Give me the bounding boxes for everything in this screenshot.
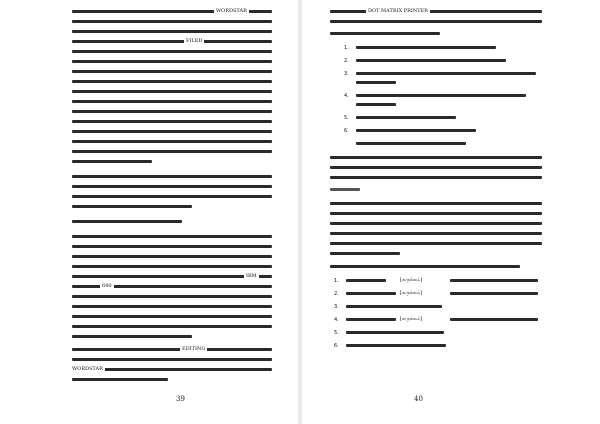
list-number: 2. [344,58,349,64]
text-line [72,150,272,153]
inline-term-wordstar-2: WORDSTAR [72,366,103,372]
text-line [72,315,272,318]
text-line [72,348,272,351]
inline-term-dot-matrix-printer: DOT MATRIX PRINTER [368,8,428,14]
text-line [330,20,542,23]
text-line [330,176,542,179]
text-line [72,358,272,361]
text-line [72,195,272,198]
text-line [330,222,542,225]
text-line [72,175,272,178]
text-line [72,120,272,123]
text-line [330,265,520,268]
list-number: 1. [344,45,349,51]
list-number: 5. [334,330,339,336]
text-line [330,232,542,235]
text-line [330,212,542,215]
text-line [72,295,272,298]
list-item-text [450,318,538,321]
text-line [330,252,400,255]
list-number: 3. [334,304,339,310]
text-line [72,185,272,188]
bracket-term: [சுருக்கம்] [400,290,423,296]
list-number: 4. [344,93,349,99]
list-number: 6. [344,128,349,134]
text-line [330,166,542,169]
list-number: 4. [334,317,339,323]
text-line [72,50,272,53]
right-page [300,0,600,424]
list-item-text [356,116,456,119]
list-item-text [346,305,442,308]
list-item-text [356,81,396,84]
text-line [330,10,542,13]
text-line [72,235,272,238]
list-item-text [356,72,536,75]
text-line [72,335,192,338]
list-item-text [356,59,506,62]
inline-term-ibm: IBM [246,273,257,279]
page-number: 40 [414,395,423,403]
list-item-text [356,129,476,132]
text-line [330,202,542,205]
text-line [72,265,272,268]
list-item-text [356,46,496,49]
text-line [72,255,272,258]
text-line [72,160,152,163]
list-item-text [450,279,538,282]
section-heading [72,220,182,223]
text-line [330,188,360,191]
inline-term-wordstar: WORDSTAR [216,8,247,14]
list-number: 6. [334,343,339,349]
inline-term-filed: FILED [186,38,203,44]
list-number: 5. [344,115,349,121]
list-item-text [356,94,526,97]
text-line [72,275,272,278]
text-line [72,70,272,73]
list-number: 3. [344,71,349,77]
list-number: 1. [334,278,339,284]
text-line [72,205,192,208]
text-line [330,156,542,159]
list-item-text [346,331,444,334]
text-line [72,90,272,93]
text-line [72,60,272,63]
list-item-text [450,292,538,295]
text-line [72,378,168,381]
inline-term-640: 640 [102,283,112,289]
bracket-term: [சுருக்கம்] [400,277,423,283]
inline-term-editing: EDITING [182,346,206,352]
list-item-text [356,103,396,106]
list-item-text [346,318,396,321]
text-line [72,80,272,83]
list-number: 2. [334,291,339,297]
text-line [72,130,272,133]
list-item-text [346,279,386,282]
text-line [72,30,272,33]
list-item-text [356,142,466,145]
text-line [72,110,272,113]
text-line [72,245,272,248]
text-line [72,325,272,328]
page-number: 39 [176,395,185,403]
list-item-text [346,292,396,295]
text-line [72,305,272,308]
text-line [72,40,272,43]
text-line [330,242,542,245]
text-line [72,20,272,23]
text-line [72,100,272,103]
list-item-text [346,344,446,347]
text-line [72,140,272,143]
bracket-term: [சுருக்கம்] [400,316,423,322]
text-line [330,32,440,35]
